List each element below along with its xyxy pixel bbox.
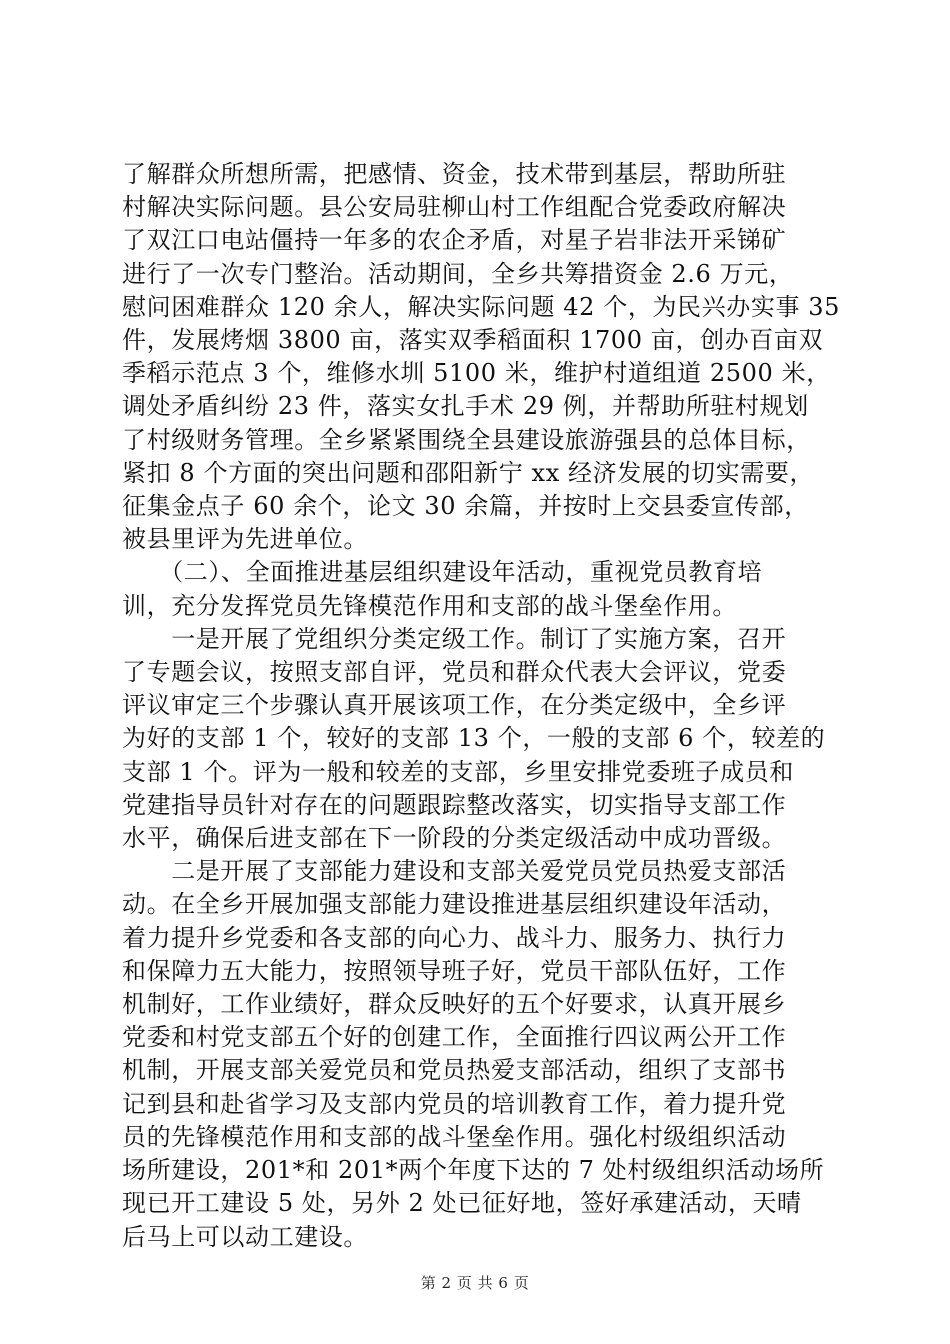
text-line: 了村级财务管理。全乡紧紧围绕全县建设旅游强县的总体目标，	[122, 425, 811, 454]
page-number-footer: 第 2 页 共 6 页	[420, 1274, 530, 1292]
text-line: 二是开展了支部能力建设和支部关爱党员党员热爱支部活	[122, 857, 787, 886]
text-line: 了专题会议，按照支部自评，党员和群众代表大会评议，党委	[122, 658, 787, 687]
text-line: 紧扣 8 个方面的突出问题和邵阳新宁 xx 经济发展的切实需要，	[122, 458, 815, 487]
text-line: 为好的支部 1 个，较好的支部 13 个，一般的支部 6 个，较差的	[122, 724, 826, 753]
text-line: 后马上可以动工建设。	[122, 1222, 368, 1251]
text-line: 评议审定三个步骤认真开展该项工作，在分类定级中，全乡评	[122, 691, 787, 720]
text-line: 征集金点子 60 余个，论文 30 余篇，并按时上交县委宣传部，	[122, 492, 809, 521]
text-line: 进行了一次专门整治。活动期间，全乡共筹措资金 2.6 万元，	[122, 259, 794, 288]
text-line: 记到县和赴省学习及支部内党员的培训教育工作，着力提升党	[122, 1089, 787, 1118]
text-line: 调处矛盾纠纷 23 件，落实女扎手术 29 例，并帮助所驻村规划	[122, 392, 809, 421]
text-line: 机制，开展支部关爱党员和党员热爱支部活动，组织了支部书	[122, 1056, 787, 1085]
text-line: 了解群众所想所需，把感情、资金，技术带到基层，帮助所驻	[122, 160, 787, 188]
text-line: 和保障力五大能力，按照领导班子好，党员干部队伍好，工作	[122, 956, 787, 985]
text-line: 件，发展烤烟 3800 亩，落实双季稻面积 1700 亩，创办百亩双	[122, 326, 824, 355]
body-text	[122, 158, 841, 1254]
text-line: 员的先锋模范作用和支部的战斗堡垒作用。强化村级组织活动	[122, 1122, 787, 1151]
text-line: 着力提升乡党委和各支部的向心力、战斗力、服务力、执行力	[122, 923, 787, 952]
text-line: 现已开工建设 5 处，另外 2 处已征好地，签好承建活动，天晴	[122, 1189, 802, 1218]
text-line: 一是开展了党组织分类定级工作。制订了实施方案，召开	[122, 624, 787, 653]
text-line: 水平，确保后进支部在下一阶段的分类定级活动中成功晋级。	[122, 824, 787, 853]
text-line: 了双江口电站僵持一年多的农企矛盾，对星子岩非法开采锑矿	[122, 226, 787, 255]
text-line: 党委和村党支部五个好的创建工作，全面推行四议两公开工作	[122, 1023, 787, 1052]
text-line: 村解决实际问题。县公安局驻柳山村工作组配合党委政府解决	[122, 193, 787, 222]
text-line: 季稻示范点 3 个，维修水圳 5100 米，维护村道组道 2500 米，	[122, 359, 831, 388]
text-line: 被县里评为先进单位。	[122, 525, 368, 554]
text-line: 场所建设，201*和 201*两个年度下达的 7 处村级组织活动场所	[122, 1156, 825, 1185]
text-line: 慰问困难群众 120 余人，解决实际问题 42 个，为民兴办实事 35	[122, 292, 841, 321]
text-line: 支部 1 个。评为一般和较差的支部，乡里安排党委班子成员和	[122, 757, 794, 786]
text-line: 党建指导员针对存在的问题跟踪整改落实，切实指导支部工作	[122, 790, 787, 819]
text-line: 动。在全乡开展加强支部能力建设推进基层组织建设年活动，	[122, 890, 787, 919]
text-line: 机制好，工作业绩好，群众反映好的五个好要求，认真开展乡	[122, 990, 787, 1019]
text-line: （二）、全面推进基层组织建设年活动，重视党员教育培	[122, 558, 763, 587]
text-line: 训，充分发挥党员先锋模范作用和支部的战斗堡垒作用。	[122, 591, 737, 620]
